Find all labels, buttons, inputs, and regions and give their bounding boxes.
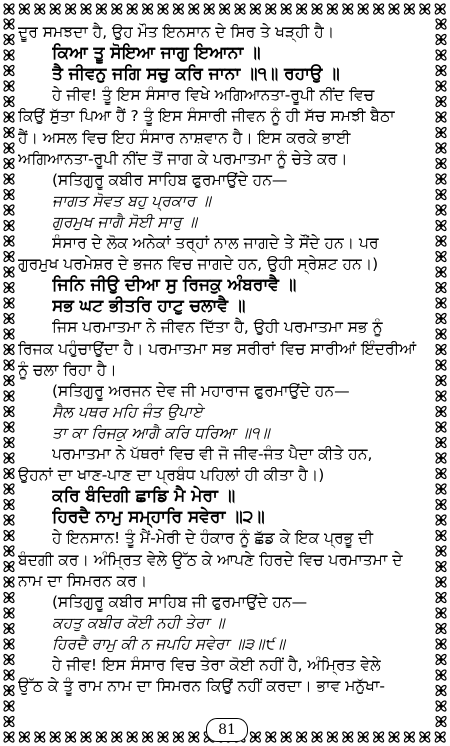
border-flower-ornament bbox=[111, 3, 123, 15]
border-flower-ornament bbox=[435, 514, 447, 526]
border-flower-ornament bbox=[3, 65, 15, 77]
border-flower-ornament bbox=[3, 3, 15, 15]
border-flower-ornament bbox=[65, 3, 77, 15]
border-flower-ornament bbox=[435, 468, 447, 480]
border-flower-ornament bbox=[435, 142, 447, 154]
border-flower-ornament bbox=[3, 468, 15, 480]
border-flower-ornament bbox=[3, 297, 15, 309]
border-flower-ornament bbox=[435, 313, 447, 325]
border-flower-ornament bbox=[265, 3, 277, 15]
border-flower-ornament bbox=[435, 18, 447, 30]
document-page-text bbox=[18, 20, 432, 714]
border-flower-ornament bbox=[3, 545, 15, 557]
border-flower-ornament bbox=[434, 731, 446, 743]
border-flower-ornament bbox=[435, 375, 447, 387]
border-flower-ornament bbox=[388, 3, 400, 15]
border-flower-ornament bbox=[435, 700, 447, 712]
border-flower-ornament bbox=[95, 3, 107, 15]
text-line: ਗੁਰਮੁਖ ਪਰਮੇਸ਼ਰ ਦੇ ਭਜਨ ਵਿਚ ਜਾਗਦੇ ਹਨ, ਉਹੀ ਸ੍ਰੇਸ਼ਟ ਹਨ।) bbox=[18, 255, 379, 274]
border-flower-ornament bbox=[435, 328, 447, 340]
border-flower-ornament bbox=[435, 189, 447, 201]
border-flower-ornament bbox=[435, 297, 447, 309]
border-flower-ornament bbox=[435, 34, 447, 46]
border-flower-ornament bbox=[435, 483, 447, 495]
border-flower-ornament bbox=[3, 421, 15, 433]
text-line: ਉੱਠ ਕੇ ਤੂੰ ਰਾਮ ਨਾਮ ਦਾ ਸਿਮਰਨ ਕਿਉਂ ਨਹੀਂ ਕਰਦਾ। ਭਾਵ ਮਨੁੱਖਾ- bbox=[18, 677, 385, 696]
border-flower-ornament bbox=[3, 189, 15, 201]
border-flower-ornament bbox=[3, 18, 15, 30]
verse-line: ਹਿਰਦੈ ਨਾਮੁ ਸਮ੍ਹਾਰਿ ਸਵੇਰਾ ॥੨॥ bbox=[52, 507, 265, 528]
text-line: ਹੇ ਇਨਸਾਨ! ਤੂੰ ਮੈਂ-ਮੇਰੀ ਦੇ ਹੰਕਾਰ ਨੂੰ ਛੱਡ ਕੇ ਇਕ ਪ੍ਰਭੂ ਦੀ bbox=[52, 529, 374, 548]
border-flower-ornament bbox=[342, 731, 354, 743]
border-flower-ornament bbox=[435, 607, 447, 619]
border-flower-ornament bbox=[435, 344, 447, 356]
border-flower-ornament bbox=[373, 3, 385, 15]
border-flower-ornament bbox=[3, 251, 15, 263]
border-flower-ornament bbox=[435, 545, 447, 557]
text-line: ਬੰਦਗੀ ਕਰ। ਅੰਮ੍ਰਿਤ ਵੇਲੇ ਉੱਠ ਕੇ ਆਪਣੇ ਹਿਰਦੇ ਵਿਚ ਪਰਮਾਤਮਾ ਦੇ bbox=[18, 550, 403, 569]
border-flower-ornament bbox=[280, 3, 292, 15]
border-flower-ornament bbox=[3, 235, 15, 247]
border-flower-ornament bbox=[219, 3, 231, 15]
border-flower-ornament bbox=[435, 406, 447, 418]
border-flower-ornament bbox=[3, 437, 15, 449]
border-flower-ornament bbox=[435, 251, 447, 263]
border-flower-ornament bbox=[3, 34, 15, 46]
quoted-verse-line: ਤਾ ਕਾ ਰਿਜਕੁ ਆਗੈ ਕਰਿ ਧਰਿਆ ॥੧॥ bbox=[52, 423, 270, 442]
verse-line: ਕਰਿ ਬੰਦਿਗੀ ਛਾਡਿ ਮੈ ਮੇਰਾ ॥ bbox=[52, 486, 236, 507]
border-flower-ornament bbox=[403, 731, 415, 743]
text-line: ਜਿਸ ਪਰਮਾਤਮਾ ਨੇ ਜੀਵਨ ਦਿੱਤਾ ਹੈ, ਉਹੀ ਪਰਮਾਤਮਾ ਸਭ ਨੂੰ bbox=[52, 318, 383, 337]
border-flower-ornament bbox=[172, 3, 184, 15]
border-flower-ornament bbox=[435, 530, 447, 542]
border-flower-ornament bbox=[435, 96, 447, 108]
quoted-verse-line: ਗੁਰਮੁਖ ਜਾਗੈ ਸੋਈ ਸਾਰੁ ॥ bbox=[52, 212, 197, 231]
border-flower-ornament bbox=[311, 3, 323, 15]
verse-line: ਤੈ ਜੀਵਨੁ ਜਗਿ ਸਚੁ ਕਰਿ ਜਾਨਾ ॥੧॥ ਰਹਾਉ ॥ bbox=[52, 64, 340, 85]
text-line: ਸੰਸਾਰ ਦੇ ਲੋਕ ਅਨੇਕਾਂ ਤਰ੍ਹਾਂ ਨਾਲ ਜਾਗਦੇ ਤੇ ਸੌਂਦੇ ਹਨ। ਪਰ bbox=[52, 234, 379, 252]
border-flower-ornament bbox=[18, 3, 30, 15]
border-flower-ornament bbox=[435, 127, 447, 139]
border-flower-ornament bbox=[434, 3, 446, 15]
text-line: ਕਿਉਂ ਸੁੱਤਾ ਪਿਆ ਹੈਂ ? ਤੂੰ ਇਸ ਸੰਸਾਰੀ ਜੀਵਨ ਨੂੰ ਹੀ ਸੱਚ ਸਮਝੀ ਬੈਠਾ bbox=[18, 107, 395, 126]
border-flower-ornament bbox=[265, 731, 277, 743]
border-flower-ornament bbox=[3, 328, 15, 340]
border-flower-ornament bbox=[435, 592, 447, 604]
border-flower-ornament bbox=[126, 3, 138, 15]
border-flower-ornament bbox=[3, 390, 15, 402]
quoted-verse-line: ਕਹਤੁ ਕਬੀਰ ਕੋਈ ਨਹੀ ਤੇਰਾ ॥ bbox=[52, 613, 225, 632]
verse-line: ਸਭ ਘਟ ਭੀਤਰਿ ਹਾਟੁ ਚਲਾਵੈ ॥ bbox=[52, 296, 246, 317]
border-flower-ornament bbox=[3, 359, 15, 371]
text-line: ਹੇ ਜੀਵ! ਤੂੰ ਇਸ ਸੰਸਾਰ ਵਿਖੇ ਅਗਿਆਨਤਾ-ਰੂਪੀ ਨੀਂਦ ਵਿਚ bbox=[52, 86, 375, 105]
quoted-verse-line: ਸੈਲ ਪਥਰ ਮਹਿ ਜੰਤ ਉਪਾਏ bbox=[52, 402, 203, 421]
border-flower-ornament bbox=[3, 669, 15, 681]
border-flower-ornament bbox=[435, 80, 447, 92]
border-flower-ornament bbox=[435, 158, 447, 170]
border-flower-ornament bbox=[435, 282, 447, 294]
text-line: (ਸਤਿਗੁਰੂ ਕਬੀਰ ਸਾਹਿਬ ਜੀ ਫੁਰਮਾਉਂਦੇ ਹਨ— bbox=[52, 592, 308, 611]
border-flower-ornament bbox=[3, 576, 15, 588]
border-flower-ornament bbox=[126, 731, 138, 743]
border-flower-ornament bbox=[435, 204, 447, 216]
border-flower-ornament bbox=[3, 406, 15, 418]
text-line: ਪਰਮਾਤਮਾ ਨੇ ਪੱਥਰਾਂ ਵਿਚ ਵੀ ਜੋ ਜੀਵ-ਜੰਤ ਪੈਦਾ ਕੀਤੇ ਹਨ, bbox=[52, 445, 373, 463]
quoted-verse-line: ਜਾਗਤ ਸੋਵਤ ਬਹੁ ਪ੍ਰਕਾਰ ॥ bbox=[52, 191, 211, 210]
border-flower-ornament bbox=[3, 142, 15, 154]
border-flower-ornament bbox=[3, 514, 15, 526]
border-flower-ornament bbox=[435, 561, 447, 573]
border-flower-ornament bbox=[435, 235, 447, 247]
border-flower-ornament bbox=[3, 266, 15, 278]
border-flower-ornament bbox=[34, 3, 46, 15]
verse-line: ਜਿਨਿ ਜੀਉ ਦੀਆ ਸੁ ਰਿਜਕੁ ਅੰਬਰਾਵੈ ॥ bbox=[52, 275, 297, 296]
border-flower-ornament bbox=[435, 685, 447, 697]
border-flower-ornament bbox=[3, 654, 15, 666]
border-flower-ornament bbox=[80, 731, 92, 743]
border-flower-ornament bbox=[3, 282, 15, 294]
border-flower-ornament bbox=[142, 731, 154, 743]
border-flower-ornament bbox=[435, 390, 447, 402]
border-flower-ornament bbox=[435, 576, 447, 588]
border-flower-ornament bbox=[435, 220, 447, 232]
border-flower-ornament bbox=[435, 49, 447, 61]
border-flower-ornament bbox=[435, 173, 447, 185]
border-flower-ornament bbox=[357, 3, 369, 15]
border-flower-ornament bbox=[3, 700, 15, 712]
border-flower-ornament bbox=[326, 731, 338, 743]
border-flower-ornament bbox=[65, 731, 77, 743]
border-flower-ornament bbox=[3, 173, 15, 185]
border-flower-ornament bbox=[435, 65, 447, 77]
text-line: ਅਗਿਆਨਤਾ-ਰੂਪੀ ਨੀਂਦ ਤੋਂ ਜਾਗ ਕੇ ਪਰਮਾਤਮਾ ਨੂੰ ਚੇਤੇ ਕਰ। bbox=[18, 149, 348, 168]
border-flower-ornament bbox=[388, 731, 400, 743]
border-flower-ornament bbox=[3, 638, 15, 650]
border-flower-ornament bbox=[3, 530, 15, 542]
text-line: ਉਹਨਾਂ ਦਾ ਖਾਣ-ਪਾਣ ਦਾ ਪ੍ਰਬੰਧ ਪਹਿਲਾਂ ਹੀ ਕੀਤਾ ਹੈ।) bbox=[18, 466, 325, 485]
border-flower-ornament bbox=[3, 561, 15, 573]
border-flower-ornament bbox=[3, 499, 15, 511]
text-line: (ਸਤਿਗੁਰੂ ਅਰਜਨ ਦੇਵ ਜੀ ਮਹਾਰਾਜ ਫੁਰਮਾਉਂਦੇ ਹਨ— bbox=[52, 381, 350, 400]
border-flower-ornament bbox=[3, 716, 15, 728]
text-line: (ਸਤਿਗੁਰੂ ਕਬੀਰ ਸਾਹਿਬ ਫੁਰਮਾਉਂਦੇ ਹਨ— bbox=[52, 170, 288, 189]
border-flower-ornament bbox=[188, 3, 200, 15]
border-flower-ornament bbox=[296, 731, 308, 743]
text-line: ਹੈਂ। ਅਸਲ ਵਿਚ ਇਹ ਸੰਸਾਰ ਨਾਸ਼ਵਾਨ ਹੈ। ਇਸ ਕਰਕੇ ਭਾਈ bbox=[18, 128, 351, 147]
border-flower-ornament bbox=[435, 359, 447, 371]
border-flower-ornament bbox=[34, 731, 46, 743]
text-line: ਨਾਮ ਦਾ ਸਿਮਰਨ ਕਰ। bbox=[18, 571, 148, 590]
border-flower-ornament bbox=[142, 3, 154, 15]
border-flower-ornament bbox=[157, 731, 169, 743]
border-flower-ornament bbox=[3, 127, 15, 139]
border-flower-ornament bbox=[435, 266, 447, 278]
border-flower-ornament bbox=[280, 731, 292, 743]
border-flower-ornament bbox=[435, 654, 447, 666]
border-flower-ornament bbox=[311, 731, 323, 743]
border-flower-ornament bbox=[3, 80, 15, 92]
border-flower-ornament bbox=[80, 3, 92, 15]
border-flower-ornament bbox=[249, 3, 261, 15]
border-flower-ornament bbox=[203, 3, 215, 15]
border-flower-ornament bbox=[95, 731, 107, 743]
border-flower-ornament bbox=[435, 111, 447, 123]
border-flower-ornament bbox=[435, 452, 447, 464]
border-flower-ornament bbox=[435, 638, 447, 650]
border-flower-ornament bbox=[3, 592, 15, 604]
border-flower-ornament bbox=[18, 731, 30, 743]
border-flower-ornament bbox=[435, 421, 447, 433]
border-flower-ornament bbox=[3, 49, 15, 61]
border-flower-ornament bbox=[3, 220, 15, 232]
quoted-verse-line: ਹਿਰਦੈ ਰਾਮੁ ਕੀ ਨ ਜਪਹਿ ਸਵੇਰਾ ॥੩॥੯॥ bbox=[52, 634, 285, 653]
border-flower-ornament bbox=[3, 158, 15, 170]
border-flower-ornament bbox=[3, 731, 15, 743]
border-flower-ornament bbox=[3, 607, 15, 619]
border-flower-ornament bbox=[296, 3, 308, 15]
border-flower-ornament bbox=[172, 731, 184, 743]
border-flower-ornament bbox=[435, 716, 447, 728]
text-line: ਹੇ ਜੀਵ! ਇਸ ਸੰਸਾਰ ਵਿਚ ਤੇਰਾ ਕੋਈ ਨਹੀਂ ਹੈ, ਅੰਮ੍ਰਿਤ ਵੇਲੇ bbox=[52, 656, 381, 674]
border-flower-ornament bbox=[419, 3, 431, 15]
border-flower-ornament bbox=[435, 437, 447, 449]
border-flower-ornament bbox=[188, 731, 200, 743]
border-flower-ornament bbox=[326, 3, 338, 15]
border-flower-ornament bbox=[373, 731, 385, 743]
text-line: ਨੂੰ ਚਲਾ ਰਿਹਾ ਹੈ। bbox=[18, 360, 117, 379]
border-flower-ornament bbox=[3, 452, 15, 464]
border-flower-ornament bbox=[3, 375, 15, 387]
border-flower-ornament bbox=[3, 313, 15, 325]
border-flower-ornament bbox=[3, 96, 15, 108]
page-number: 81 bbox=[206, 718, 248, 742]
border-flower-ornament bbox=[3, 623, 15, 635]
border-flower-ornament bbox=[111, 731, 123, 743]
border-flower-ornament bbox=[3, 483, 15, 495]
border-flower-ornament bbox=[435, 623, 447, 635]
border-flower-ornament bbox=[419, 731, 431, 743]
border-flower-ornament bbox=[249, 731, 261, 743]
verse-line: ਕਿਆ ਤੂ ਸੋਇਆ ਜਾਗੁ ਇਆਨਾ ॥ bbox=[52, 43, 261, 64]
border-flower-ornament bbox=[3, 111, 15, 123]
border-flower-ornament bbox=[342, 3, 354, 15]
border-flower-ornament bbox=[3, 685, 15, 697]
border-flower-ornament bbox=[49, 731, 61, 743]
border-flower-ornament bbox=[234, 3, 246, 15]
border-flower-ornament bbox=[157, 3, 169, 15]
border-flower-ornament bbox=[3, 344, 15, 356]
border-flower-ornament bbox=[435, 499, 447, 511]
text-line: ਦੂਰ ਸਮਝਦਾ ਹੈ, ਉਹ ਮੌਤ ਇਨਸਾਨ ਦੇ ਸਿਰ ਤੇ ਖੜ੍ਹੀ ਹੈ। bbox=[18, 23, 335, 41]
border-flower-ornament bbox=[403, 3, 415, 15]
border-flower-ornament bbox=[435, 669, 447, 681]
border-flower-ornament bbox=[357, 731, 369, 743]
text-line: ਰਿਜਕ ਪਹੁੰਚਾਉਂਦਾ ਹੈ। ਪਰਮਾਤਮਾ ਸਭ ਸਰੀਰਾਂ ਵਿਚ ਸਾਰੀਆਂ ਇੰਦਰੀਆਂ bbox=[18, 339, 417, 358]
border-flower-ornament bbox=[49, 3, 61, 15]
border-flower-ornament bbox=[3, 204, 15, 216]
